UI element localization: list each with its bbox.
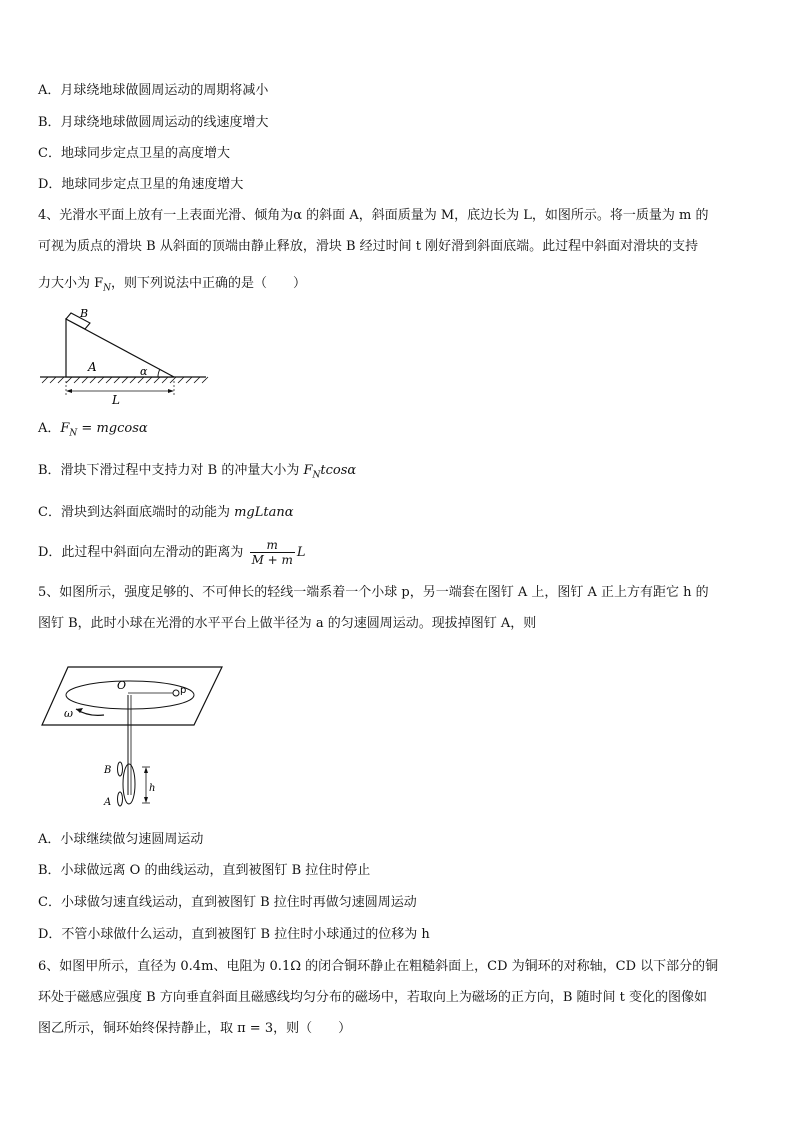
q4-option-d: D．此过程中斜面向左滑动的距离为 $\frac{m}{M + m}$ L — [38, 538, 306, 567]
q5-option-c: C．小球做匀速直线运动，直到被图钉 B 拉住时再做匀速圆周运动 — [38, 895, 417, 910]
q4-stem-line2: 可视为质点的滑块 B 从斜面的顶端由静止释放，滑块 B 经过时间 t 刚好滑到斜面底端。此过程中斜面对滑块的支持 — [38, 239, 699, 254]
label-l: L — [112, 393, 120, 407]
incline-figure — [36, 305, 216, 407]
q5-option-d: D．不管小球做什么运动，直到被图钉 B 拉住时小球通过的位移为 h — [38, 927, 430, 942]
q5-stem-line1: 5、如图所示，强度足够的、不可伸长的轻线一端系着一个小球 p，另一端套在图钉 A 上，图钉 A 正上方有距它 h 的 — [38, 585, 709, 600]
q4-stem-line3: 力大小为 $F_N$，则下列说法中正确的是（ ） — [38, 276, 307, 294]
q3-option-a: A．月球绕地球做圆周运动的周期将减小 — [38, 83, 269, 98]
q4-option-b: B．滑块下滑过程中支持力对 B 的冲量大小为 $F_Ntcos\alpha$ — [38, 463, 357, 481]
pin-circle-figure — [38, 655, 228, 815]
label-b: B — [80, 307, 89, 320]
q5-option-b: B．小球做远离 O 的曲线运动，直到被图钉 B 拉住时停止 — [38, 863, 371, 878]
q4-option-a: A．$F_N = mgcos\alpha$ — [38, 421, 148, 439]
q5-option-a: A．小球继续做匀速圆周运动 — [38, 832, 204, 847]
q3-option-c: C．地球同步定点卫星的高度增大 — [38, 146, 230, 161]
label-o: O — [117, 679, 127, 692]
label-pin-b: B — [104, 765, 112, 776]
label-a: A — [88, 360, 97, 374]
label-pin-a: A — [104, 797, 112, 808]
q4-option-c: C．滑块到达斜面底端时的动能为 mgLtanα — [38, 505, 294, 520]
label-alpha: α — [140, 365, 148, 378]
label-p: p — [180, 685, 187, 696]
q3-option-d: D．地球同步定点卫星的角速度增大 — [38, 177, 244, 192]
q6-stem-line1: 6、如图甲所示，直径为 0.4m、电阻为 0.1Ω 的闭合铜环静止在粗糙斜面上，CD 为铜环的对称轴，CD 以下部分的铜 — [38, 959, 719, 974]
label-omega: ω — [64, 707, 73, 720]
q5-stem-line2: 图钉 B，此时小球在光滑的水平平台上做半径为 a 的匀速圆周运动。现拔掉图钉 A，则 — [38, 616, 537, 631]
q6-stem-line2: 环处于磁感应强度 B 方向垂直斜面且磁感线均匀分布的磁场中，若取向上为磁场的正方向，B 随时间 t 变化的图像如 — [38, 990, 707, 1005]
label-h: h — [149, 783, 156, 794]
q3-option-b: B．月球绕地球做圆周运动的线速度增大 — [38, 115, 269, 130]
fraction: $\frac{m}{M + m}$ — [251, 538, 293, 567]
q4-stem-line1: 4、光滑水平面上放有一上表面光滑、倾角为α 的斜面 A，斜面质量为 M，底边长为 L，如图所示。将一质量为 m 的 — [38, 208, 709, 223]
q6-stem-line3: 图乙所示，铜环始终保持静止，取 π = 3，则（ ） — [38, 1021, 352, 1036]
